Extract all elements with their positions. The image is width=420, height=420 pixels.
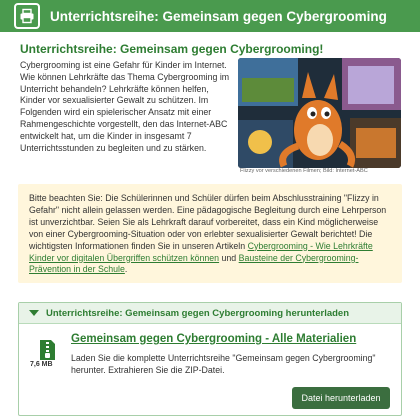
download-link-title[interactable]: Gemeinsam gegen Cybergrooming - Alle Materialien [71,333,357,345]
notice-text-end: . [124,264,128,275]
image-caption: Flizzy vor verschiedenen Filmen; Bild: Internet-ABC [240,168,368,174]
download-button[interactable]: Datei herunterladen [292,387,390,409]
notice-link-bausteine[interactable]: Bausteine der Cybergrooming-Prävention in der Schule [29,252,359,275]
notice-text: Bitte beachten Sie: Die Schülerinnen und Schüler dürfen beim Abschlusstraining "Flizzy in Gefahr" nicht allein gelassen werden. Eine pädagogische Begleitung durch eine Lehrperson ist unverzichtbar. Seien Sie als Lehrkraft darauf vorbereitet, dass ein Kind möglicherweise von einer Cybergrooming-Situation oder von erlebter sexualisierter Gewalt berichtet! Die wichtigsten Informationen finden Sie in unseren Artikeln [29,193,387,251]
intro-paragraph: Cybergrooming ist eine Gefahr für Kinder im Internet. Wie können Lehrkräfte das Thema Cybergrooming im Unterricht behandeln? Lehrkräfte können helfen, Kinder vor sexualisierter Gewalt zu schützen. Im Folgenden wird ein spielerischer Ansatz mit einer Rahmengeschichte vorgestellt, den das Internet-ABC entwickelt hat, um die Kinder in insgesamt 7 Unterrichtsstunden zu begleiten und zu stärken. [20,60,230,153]
page-title: Unterrichtsreihe: Gemeinsam gegen Cybergrooming! [20,42,324,56]
download-section-header[interactable] [19,303,401,324]
page-header [0,0,420,32]
notice-box [18,184,402,283]
printer-icon[interactable] [14,3,40,29]
chevron-down-icon [29,310,39,316]
download-section [18,302,402,416]
notice-text-middle: und [219,252,239,263]
file-size: 7,6 MB [30,361,53,368]
flizzy-illustration [238,58,401,168]
header-title: Unterrichtsreihe: Gemeinsam gegen Cybergrooming [50,8,387,24]
hero-image [238,58,401,168]
download-section-title: Unterrichtsreihe: Gemeinsam gegen Cybergrooming herunterladen [46,307,350,319]
download-description: Laden Sie die komplette Unterrichtsreihe "Gemeinsam gegen Cybergrooming" herunter. Extrahieren Sie die ZIP-Datei. [71,353,376,375]
notice-link-cybergrooming-lehrkraefte[interactable]: Cybergrooming - Wie Lehrkräfte Kinder vor digitalen Übergriffen schützen können [29,240,373,263]
